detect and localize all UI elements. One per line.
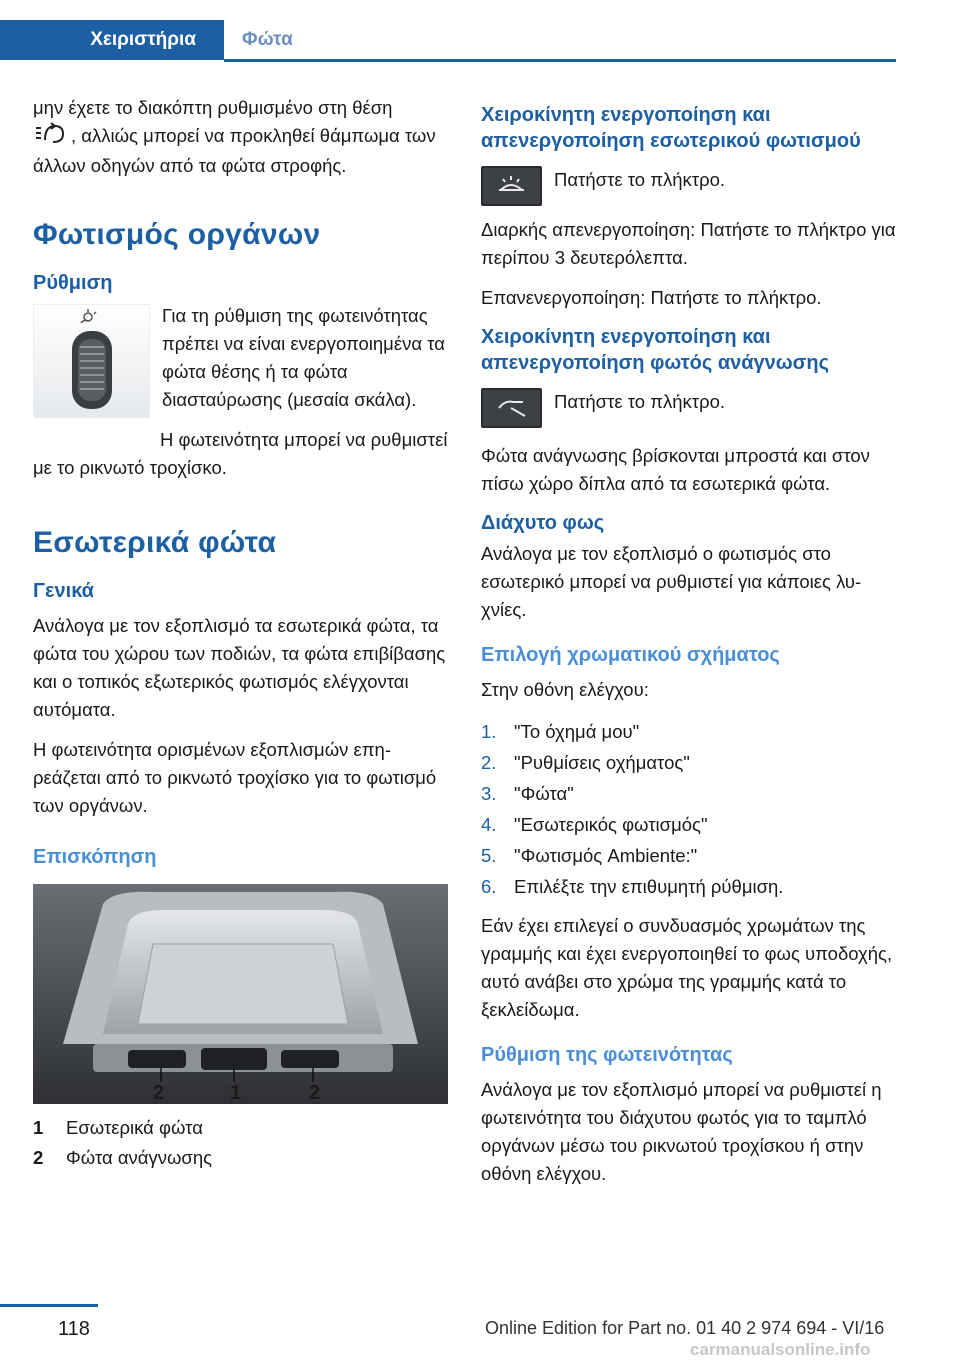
interior-lights-photo [33,884,448,1104]
legend-item [33,1144,448,1172]
step-number: 3. [481,783,497,804]
step-number: 1. [481,721,497,742]
diffuse-text: Ανάλογα με τον εξοπλισμό ο φωτισμός στο εσωτερικό μπορεί να ρυθμιστεί για κάποιες λυχνίες. [481,543,862,620]
adjustment-text-1: Για τη ρύθμιση της φωτεινότητας πρέπει να είναι ενεργοποιημένα τα φώτα θέσης ή τα φώτα διασταύρωσης (μεσαία σκάλα). [162,305,445,411]
step-text: "Φωτισμός Ambiente:" [514,845,698,866]
color-combo-text: Εάν έχει επιλεγεί ο συνδυασμός χρωμάτων της γραμμής και έχει ενεργοποιηθεί το φως υποδοχής, αυτό ανάβει στο χρώμα της γραμμής κατά το ξεκλείδωμα. [481,915,893,1020]
page-number: 118 [58,1318,90,1340]
photo-label-reading-right: 2 [309,1082,321,1105]
list-item [481,778,896,809]
header-rule [224,59,896,62]
list-item [481,747,896,778]
heading-manual-interior-light: Χειροκίνητη ενεργοποίηση και απενεργοποίηση εσωτερικού φωτισμού [481,104,861,152]
heading-brightness: Ρύθμιση της φωτεινότητας [481,1044,733,1066]
photo-label-reading-left: 2 [153,1082,165,1105]
step-number: 2. [481,752,497,773]
photo-label-interior: 1 [230,1082,242,1105]
interior-button-row [481,166,896,206]
step-number: 4. [481,814,497,835]
list-item [481,871,896,902]
step-text: "Φώτα" [514,783,574,804]
legend-text: Εσωτερικά φώτα [66,1117,203,1139]
right-column [481,94,896,1200]
reading-lights-text: Φώτα ανάγνωσης βρίσκονται μπροστά και στον πίσω χώρο δίπλα από τα εσωτερικά φώτα. [481,445,870,494]
legend-number: 2 [33,1147,44,1169]
brightness-text: Ανάλογα με τον εξοπλισμό μπορεί να ρυθμιστεί η φωτεινότητα του διάχυτου φωτός για το ταμπλό οργάνων μέσω του ρικνωτού τροχίσκου ή στην οθόνη ελέγχου. [481,1079,882,1184]
step-text: Επιλέξτε την επιθυμητή ρύθμιση. [514,876,784,897]
list-item [481,809,896,840]
header-tab-controls[interactable]: Χειριστήρια [0,20,224,60]
permanent-off-text: Διαρκής απενεργοποίηση: Πατήστε το πλήκτρο για περίπου 3 δευτερόλεπτα. [481,219,896,268]
adjustment-text-2: Η φωτεινότητα μπορεί να ρυθμιστεί με το ρικνωτό τροχίσκο. [33,429,448,479]
legend-item [33,1114,448,1142]
reading-button-row [481,388,896,428]
heading-color-scheme: Επιλογή χρωματικού σχήματος [481,644,780,666]
general-text-1: Ανάλογα με τον εξοπλισμό τα εσωτερικά φώτα, τα φώτα του χώρου των ποδιών, τα φώτα επιβίβασης και ο τοπικός εξωτερικός φωτισμός ελέγχονται αυτόματα. [33,615,446,721]
section-title-interior-lights: Εσωτερικά φώτα [33,526,277,560]
watermark: carmanualsonline.info [690,1340,871,1359]
reactivate-text: Επανενεργοποίηση: Πατήστε το πλήκτρο. [481,287,822,308]
left-column [33,94,448,1172]
heading-manual-reading-light: Χειροκίνητη ενεργοποίηση και απενεργοποίηση φωτός ανάγνωσης [481,326,829,374]
step-text: "Το όχημά μου" [514,721,640,742]
on-screen-control-text: Στην οθόνη ελέγχου: [481,679,649,700]
turn-signal-icon [33,122,67,152]
header-tab-lights[interactable]: Φώτα [242,29,293,50]
subsection-title-general: Γενικά [33,580,94,603]
interior-light-button-icon [481,166,542,206]
step-number: 5. [481,845,497,866]
list-item [481,716,896,747]
subsection-title-adjustment: Ρύθμιση [33,272,113,295]
list-item [481,840,896,871]
legend-number: 1 [33,1117,44,1139]
step-text: "Ρυθμίσεις οχήματος" [514,752,690,773]
reading-light-button-icon [481,388,542,428]
intro-paragraph [33,94,448,180]
section-title-instrument-lighting: Φωτισμός οργάνων [33,218,321,252]
press-button-text-1: Πατήστε το πλήκτρο. [554,169,726,190]
edition-text: Online Edition for Part no. 01 40 2 974 694 - VI/16 [485,1318,885,1338]
adjustment-figure-row [33,304,448,426]
steps-list [481,716,896,902]
thumbwheel-image [33,304,150,418]
footer-rule [0,1304,98,1307]
intro-line-2: , αλλιώς μπορεί να προκληθεί θάμπωμα των άλλων οδηγών από τα φώτα στροφής. [33,125,436,177]
step-text: "Εσωτερικός φωτισμός" [514,814,708,835]
page-header [0,0,960,64]
step-number: 6. [481,876,497,897]
press-button-text-2: Πατήστε το πλήκτρο. [554,391,726,412]
legend-text: Φώτα ανάγνωσης [66,1147,213,1169]
subsection-title-overview: Επισκόπηση [33,846,157,869]
intro-line-1: μην έχετε το διακόπτη ρυθμισμένο στη θέση [33,97,393,118]
heading-diffuse-light: Διάχυτο φως [481,512,605,534]
general-text-2: Η φωτεινότητα ορισμένων εξοπλισμών επηρεάζεται από το ρικνωτό τροχίσκο για το φωτισμό των οργάνων. [33,739,437,817]
